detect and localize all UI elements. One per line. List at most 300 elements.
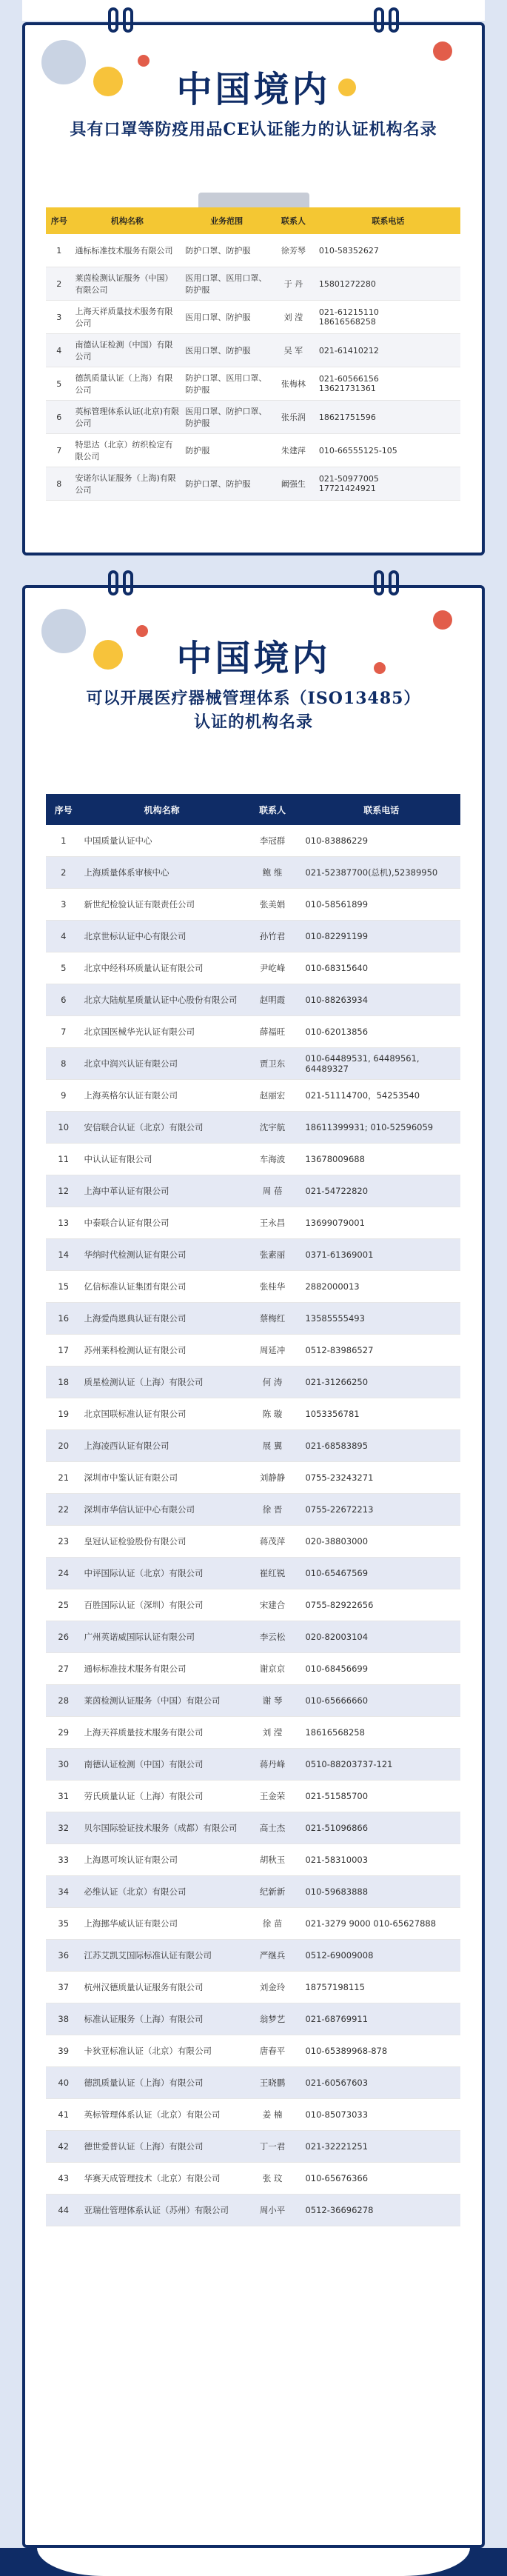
iso-cell: 中认认证有限公司	[81, 1144, 242, 1175]
iso-cell: 张素丽	[243, 1239, 303, 1271]
iso-cell: 赵明霞	[243, 984, 303, 1016]
column-header: 联系电话	[302, 794, 460, 825]
iso-cell: 17	[46, 1335, 81, 1367]
table-row	[46, 367, 460, 401]
iso-cell: 李云松	[243, 1621, 303, 1653]
ce-cell: 防护口罩、医用口罩、防护服	[182, 367, 271, 401]
iso-cell: 李冠群	[243, 825, 303, 857]
iso-cell: 北京世标认证中心有限公司	[81, 921, 242, 952]
iso-cell: 周 蓓	[243, 1175, 303, 1207]
iso-cell: 亿信标准认证集团有限公司	[81, 1271, 242, 1303]
table-row	[46, 1367, 460, 1398]
bottom-band-inner	[37, 2548, 470, 2576]
ce-cell: 张梅林	[271, 367, 316, 401]
iso-cell: 姜 楠	[243, 2099, 303, 2131]
iso-cell: 徐 苗	[243, 1908, 303, 1940]
iso-cell: 卡狄亚标准认证（北京）有限公司	[81, 2035, 242, 2067]
table-row	[46, 1494, 460, 1526]
table-row	[46, 1048, 460, 1080]
column-header: 机构名称	[72, 207, 182, 234]
table-row	[46, 1685, 460, 1717]
iso-cell: 唐春平	[243, 2035, 303, 2067]
iso-cell: 25	[46, 1589, 81, 1621]
iso-cell: 谢京京	[243, 1653, 303, 1685]
table-row	[46, 2195, 460, 2226]
iso-cell: 010-65666660	[302, 1685, 460, 1717]
iso-cell: 13585555493	[302, 1303, 460, 1335]
table-row	[46, 952, 460, 984]
ce-cell: 徐芳琴	[271, 234, 316, 267]
iso-cell: 亚瑞仕管理体系认证（苏州）有限公司	[81, 2195, 242, 2226]
iso-cell: 王晓鹏	[243, 2067, 303, 2099]
table-row	[46, 1303, 460, 1335]
iso-cell: 010-64489531, 64489561, 64489327	[302, 1048, 460, 1080]
iso-cell: 021-31266250	[302, 1367, 460, 1398]
iso-cell: 北京国医械华光认证有限公司	[81, 1016, 242, 1048]
iso-cell: 华纳时代检测认证有限公司	[81, 1239, 242, 1271]
iso-cell: 张桂华	[243, 1271, 303, 1303]
ce-cell: 刘 滢	[271, 301, 316, 334]
table-row	[46, 1558, 460, 1589]
iso-cell: 20	[46, 1430, 81, 1462]
iso-cell: 谢 琴	[243, 1685, 303, 1717]
table-row	[46, 2035, 460, 2067]
ce-cell: 021-61215110 18616568258	[316, 301, 460, 334]
binder-clip-icon	[374, 570, 384, 595]
table-row	[46, 1271, 460, 1303]
iso-cell: 标准认证服务（上海）有限公司	[81, 2003, 242, 2035]
iso-cell: 上海天祥质量技术服务有限公司	[81, 1717, 242, 1749]
iso-cell: 021-60567603	[302, 2067, 460, 2099]
iso-cell: 北京国联标准认证有限公司	[81, 1398, 242, 1430]
table-row	[46, 921, 460, 952]
iso-cell: 31	[46, 1781, 81, 1812]
iso-cell: 张 玟	[243, 2163, 303, 2195]
iso-cell: 翁梦艺	[243, 2003, 303, 2035]
iso-cell: 11	[46, 1144, 81, 1175]
ce-cell: 5	[46, 367, 72, 401]
column-header: 序号	[46, 207, 72, 234]
table-row	[46, 1526, 460, 1558]
iso-cell: 北京中润兴认证有限公司	[81, 1048, 242, 1080]
iso-cell: 南德认证检测（中国）有限公司	[81, 1749, 242, 1781]
iso-cell: 19	[46, 1398, 81, 1430]
iso-cell: 必维认证（北京）有限公司	[81, 1876, 242, 1908]
iso-cell: 021-68583895	[302, 1430, 460, 1462]
ce-certification-card	[22, 22, 485, 555]
iso-cell: 26	[46, 1621, 81, 1653]
table-row	[46, 984, 460, 1016]
ce-cell: 8	[46, 467, 72, 501]
iso-cell: 021-51114700，54253540	[302, 1080, 460, 1112]
iso-cell: 44	[46, 2195, 81, 2226]
ce-cell: 防护口罩、防护服	[182, 467, 271, 501]
table-row	[46, 825, 460, 857]
iso-cell: 0510-88203737-121	[302, 1749, 460, 1781]
iso-cell: 广州英诺威国际认证有限公司	[81, 1621, 242, 1653]
iso-cell: 上海英格尔认证有限公司	[81, 1080, 242, 1112]
iso-cell: 010-85073033	[302, 2099, 460, 2131]
iso-cell: 中评国际认证（北京）有限公司	[81, 1558, 242, 1589]
iso-cell: 16	[46, 1303, 81, 1335]
column-header: 序号	[46, 794, 81, 825]
column-header: 业务范围	[182, 207, 271, 234]
iso-cell: 百胜国际认证（深圳）有限公司	[81, 1589, 242, 1621]
iso-cell: 6	[46, 984, 81, 1016]
section2-title: 中国境内	[176, 638, 331, 679]
iso-cell: 蔡梅红	[243, 1303, 303, 1335]
ce-cell: 2	[46, 267, 72, 301]
iso-cell: 37	[46, 1972, 81, 2003]
iso-cell: 10	[46, 1112, 81, 1144]
binder-clip-icon	[108, 7, 118, 33]
iso-cell: 深圳市华信认证中心有限公司	[81, 1494, 242, 1526]
iso-cell: 1053356781	[302, 1398, 460, 1430]
iso-cell: 上海凌西认证有限公司	[81, 1430, 242, 1462]
ce-cell: 南德认证检测（中国）有限公司	[72, 334, 182, 367]
binder-clip-icon	[389, 570, 399, 595]
iso-cell: 上海质量体系审核中心	[81, 857, 242, 889]
column-header: 联系人	[243, 794, 303, 825]
iso-cell: 莱茵检测认证服务（中国）有限公司	[81, 1685, 242, 1717]
iso-cell: 010-88263934	[302, 984, 460, 1016]
iso-cell: 34	[46, 1876, 81, 1908]
ce-cell: 德凯质量认证（上海）有限公司	[72, 367, 182, 401]
iso-cell: 刘 滢	[243, 1717, 303, 1749]
iso-cell: 40	[46, 2067, 81, 2099]
binder-clip-icon	[123, 570, 133, 595]
iso-cell: 010-68315640	[302, 952, 460, 984]
bottom-band	[0, 2548, 507, 2576]
column-header: 联系电话	[316, 207, 460, 234]
iso-cell: 王永昌	[243, 1207, 303, 1239]
iso-cell: 1	[46, 825, 81, 857]
ce-cell: 18621751596	[316, 401, 460, 434]
table-row	[46, 1812, 460, 1844]
ce-cell: 021-60566156 13621731361	[316, 367, 460, 401]
iso-cell: 3	[46, 889, 81, 921]
table-row	[46, 1016, 460, 1048]
iso-cell: 42	[46, 2131, 81, 2163]
ce-cell: 朱建萍	[271, 434, 316, 467]
table-row	[46, 434, 460, 467]
iso-cell: 孙竹君	[243, 921, 303, 952]
iso-cell: 鲍 维	[243, 857, 303, 889]
binder-clip-icon	[389, 7, 399, 33]
iso-cell: 徐 晋	[243, 1494, 303, 1526]
iso-cell: 尹屹峰	[243, 952, 303, 984]
iso-cell: 张美娟	[243, 889, 303, 921]
iso-cell: 新世纪检验认证有限责任公司	[81, 889, 242, 921]
iso-cell: 21	[46, 1462, 81, 1494]
table-row	[46, 1080, 460, 1112]
table-row	[46, 2067, 460, 2099]
iso-cell: 质星检测认证（上海）有限公司	[81, 1367, 242, 1398]
iso-cell: 021-32221251	[302, 2131, 460, 2163]
iso-cell: 021-58310003	[302, 1844, 460, 1876]
column-header: 机构名称	[81, 794, 242, 825]
iso-cell: 35	[46, 1908, 81, 1940]
iso-cell: 010-62013856	[302, 1016, 460, 1048]
binder-clip-icon	[108, 570, 118, 595]
ce-cell: 阚强生	[271, 467, 316, 501]
iso-cell: 德凯质量认证（上海）有限公司	[81, 2067, 242, 2099]
top-strip	[22, 0, 485, 21]
iso-cell: 24	[46, 1558, 81, 1589]
iso-cell: 赵丽宏	[243, 1080, 303, 1112]
table-row	[46, 1335, 460, 1367]
iso-cell: 38	[46, 2003, 81, 2035]
section1-title: 中国境内	[176, 69, 331, 110]
iso-cell: 021-3279 9000 010-65627888	[302, 1908, 460, 1940]
table-row	[46, 1175, 460, 1207]
ce-cell: 15801272280	[316, 267, 460, 301]
iso-cell: 车海波	[243, 1144, 303, 1175]
table-row	[46, 2131, 460, 2163]
iso-cell: 28	[46, 1685, 81, 1717]
table-row	[46, 1876, 460, 1908]
table-row	[46, 1112, 460, 1144]
ce-cell: 于 丹	[271, 267, 316, 301]
iso-cell: 丁一君	[243, 2131, 303, 2163]
ce-cell: 医用口罩、医用口罩、防护服	[182, 267, 271, 301]
iso-cell: 宋建合	[243, 1589, 303, 1621]
iso-cell: 18757198115	[302, 1972, 460, 2003]
iso-cell: 13699079001	[302, 1207, 460, 1239]
table-row	[46, 2003, 460, 2035]
table-row	[46, 1430, 460, 1462]
iso-cell: 010-82291199	[302, 921, 460, 952]
iso-cell: 010-83886229	[302, 825, 460, 857]
table-row	[46, 1940, 460, 1972]
binder-clip-icon	[123, 7, 133, 33]
table-row	[46, 857, 460, 889]
table-row	[46, 401, 460, 434]
iso-cell: 上海爱尚恩典认证有限公司	[81, 1303, 242, 1335]
iso-cell: 中国质量认证中心	[81, 825, 242, 857]
table-row	[46, 1462, 460, 1494]
table-row	[46, 301, 460, 334]
iso-cell: 4	[46, 921, 81, 952]
ce-cell: 010-66555125-105	[316, 434, 460, 467]
iso-cell: 010-65389968-878	[302, 2035, 460, 2067]
iso-cell: 43	[46, 2163, 81, 2195]
table-row	[46, 1239, 460, 1271]
table-row	[46, 1749, 460, 1781]
ce-cell: 010-58352627	[316, 234, 460, 267]
iso-cell: 010-68456699	[302, 1653, 460, 1685]
iso-cell: 王金荣	[243, 1781, 303, 1812]
table-row	[46, 2099, 460, 2131]
iso-cell: 上海中革认证有限公司	[81, 1175, 242, 1207]
iso-cell: 贝尔国际验证技术服务（成都）有限公司	[81, 1812, 242, 1844]
iso-cell: 010-65467569	[302, 1558, 460, 1589]
iso-cell: 15	[46, 1271, 81, 1303]
iso-cell: 18	[46, 1367, 81, 1398]
iso-cell: 高士杰	[243, 1812, 303, 1844]
iso-cell: 通标标准技术服务有限公司	[81, 1653, 242, 1685]
table-row	[46, 1972, 460, 2003]
iso-cell: 41	[46, 2099, 81, 2131]
ce-cell: 021-61410212	[316, 334, 460, 367]
table-row	[46, 1653, 460, 1685]
iso-cell: 严继兵	[243, 1940, 303, 1972]
iso-cell: 0512-69009008	[302, 1940, 460, 1972]
iso-cell: 27	[46, 1653, 81, 1685]
iso-cell: 陈 璇	[243, 1398, 303, 1430]
ce-cell: 6	[46, 401, 72, 434]
iso-cell: 0371-61369001	[302, 1239, 460, 1271]
iso-cell: 上海挪华威认证有限公司	[81, 1908, 242, 1940]
iso-cell: 周延冲	[243, 1335, 303, 1367]
table-row	[46, 267, 460, 301]
iso-cell: 0755-23243271	[302, 1462, 460, 1494]
table-row	[46, 1908, 460, 1940]
iso-cell: 32	[46, 1812, 81, 1844]
iso-cell: 36	[46, 1940, 81, 1972]
table-tab	[198, 193, 309, 207]
iso-cell: 刘金玲	[243, 1972, 303, 2003]
iso-cell: 纪新新	[243, 1876, 303, 1908]
iso13485-table	[46, 794, 460, 2226]
iso-cell: 江苏艾凯艾国际标准认证有限公司	[81, 1940, 242, 1972]
iso-cell: 沈宇航	[243, 1112, 303, 1144]
iso-cell: 8	[46, 1048, 81, 1080]
virus-icon	[433, 41, 452, 61]
table-header	[46, 794, 460, 825]
table-header	[46, 207, 460, 234]
iso-cell: 英标管理体系认证（北京）有限公司	[81, 2099, 242, 2131]
iso-cell: 2	[46, 857, 81, 889]
section2-subtitle-line2: 认证的机构名录	[193, 713, 313, 732]
ce-cell: 医用口罩、防护服	[182, 334, 271, 367]
ce-cell: 1	[46, 234, 72, 267]
ce-cell: 4	[46, 334, 72, 367]
ce-cell: 医用口罩、防护服	[182, 301, 271, 334]
virus-icon	[433, 610, 452, 630]
iso-cell: 7	[46, 1016, 81, 1048]
iso-cell: 39	[46, 2035, 81, 2067]
table-row	[46, 1781, 460, 1812]
ce-table	[46, 207, 460, 501]
iso-cell: 021-68769911	[302, 2003, 460, 2035]
iso-cell: 上海恩可埃认证有限公司	[81, 1844, 242, 1876]
iso-cell: 22	[46, 1494, 81, 1526]
iso-cell: 021-51585700	[302, 1781, 460, 1812]
iso-cell: 北京中经科环质量认证有限公司	[81, 952, 242, 984]
iso-cell: 0755-22672213	[302, 1494, 460, 1526]
table-row	[46, 1589, 460, 1621]
ce-cell: 安诺尔认证服务（上海)有限公司	[72, 467, 182, 501]
iso-cell: 33	[46, 1844, 81, 1876]
iso-cell: 胡秋玉	[243, 1844, 303, 1876]
iso-cell: 安信联合认证（北京）有限公司	[81, 1112, 242, 1144]
table-row	[46, 2163, 460, 2195]
ce-cell: 通标标准技术服务有限公司	[72, 234, 182, 267]
iso-cell: 14	[46, 1239, 81, 1271]
iso-cell: 010-65676366	[302, 2163, 460, 2195]
iso-cell: 23	[46, 1526, 81, 1558]
iso-cell: 29	[46, 1717, 81, 1749]
iso-cell: 2882000013	[302, 1271, 460, 1303]
iso-cell: 021-54722820	[302, 1175, 460, 1207]
iso-cell: 020-38803000	[302, 1526, 460, 1558]
iso-cell: 深圳市中鉴认证有限公司	[81, 1462, 242, 1494]
iso-cell: 18616568258	[302, 1717, 460, 1749]
ce-cell: 防护口罩、防护服	[182, 234, 271, 267]
iso-cell: 苏州莱科检测认证有限公司	[81, 1335, 242, 1367]
iso-cell: 劳氏质量认证（上海）有限公司	[81, 1781, 242, 1812]
ce-cell: 021-50977005 17721424921	[316, 467, 460, 501]
iso-cell: 9	[46, 1080, 81, 1112]
iso-cell: 12	[46, 1175, 81, 1207]
iso-cell: 021-52387700(总机),52389950	[302, 857, 460, 889]
table-row	[46, 1144, 460, 1175]
iso-cell: 010-59683888	[302, 1876, 460, 1908]
table-row	[46, 1207, 460, 1239]
iso-cell: 德世爱普认证（上海）有限公司	[81, 2131, 242, 2163]
ce-cell: 莱茵检测认证服务（中国）有限公司	[72, 267, 182, 301]
iso-cell: 北京大陆航星质量认证中心股份有限公司	[81, 984, 242, 1016]
ce-cell: 防护服	[182, 434, 271, 467]
table-row	[46, 234, 460, 267]
iso-cell: 皇冠认证检验股份有限公司	[81, 1526, 242, 1558]
iso-cell: 0512-36696278	[302, 2195, 460, 2226]
iso-cell: 30	[46, 1749, 81, 1781]
iso-cell: 刘静静	[243, 1462, 303, 1494]
table-row	[46, 889, 460, 921]
iso-cell: 薛福旺	[243, 1016, 303, 1048]
ce-cell: 英标管理体系认证(北京)有限公司	[72, 401, 182, 434]
iso-cell: 5	[46, 952, 81, 984]
iso-cell: 周小平	[243, 2195, 303, 2226]
ce-cell: 医用口罩、防护口罩、防护服	[182, 401, 271, 434]
table-row	[46, 1398, 460, 1430]
iso-cell: 蒋茂萍	[243, 1526, 303, 1558]
iso-cell: 华赛天成管理技术（北京）有限公司	[81, 2163, 242, 2195]
iso-cell: 18611399931; 010-52596059	[302, 1112, 460, 1144]
iso13485-card	[22, 585, 485, 2548]
ce-cell: 张乐润	[271, 401, 316, 434]
iso-cell: 何 涛	[243, 1367, 303, 1398]
iso-cell: 蒋丹峰	[243, 1749, 303, 1781]
iso-cell: 崔红锐	[243, 1558, 303, 1589]
table-row	[46, 467, 460, 501]
ce-cell: 特思达（北京）纺织检定有限公司	[72, 434, 182, 467]
iso-cell: 0755-82922656	[302, 1589, 460, 1621]
iso-cell: 0512-83986527	[302, 1335, 460, 1367]
ce-cell: 7	[46, 434, 72, 467]
column-header: 联系人	[271, 207, 316, 234]
table-row	[46, 1844, 460, 1876]
iso-cell: 13678009688	[302, 1144, 460, 1175]
binder-clip-icon	[374, 7, 384, 33]
table-row	[46, 1621, 460, 1653]
ce-cell: 3	[46, 301, 72, 334]
iso-cell: 010-58561899	[302, 889, 460, 921]
table-row	[46, 334, 460, 367]
iso-cell: 中泰联合认证有限公司	[81, 1207, 242, 1239]
iso-cell: 贾卫东	[243, 1048, 303, 1080]
iso-cell: 13	[46, 1207, 81, 1239]
ce-cell: 上海天祥质量技术服务有限公司	[72, 301, 182, 334]
iso-cell: 杭州汉德质量认证服务有限公司	[81, 1972, 242, 2003]
iso-cell: 020-82003104	[302, 1621, 460, 1653]
iso-cell: 021-51096866	[302, 1812, 460, 1844]
table-row	[46, 1717, 460, 1749]
iso-cell: 展 翼	[243, 1430, 303, 1462]
section1-subtitle: 具有口罩等防疫用品CE认证能力的认证机构名录	[70, 120, 437, 139]
